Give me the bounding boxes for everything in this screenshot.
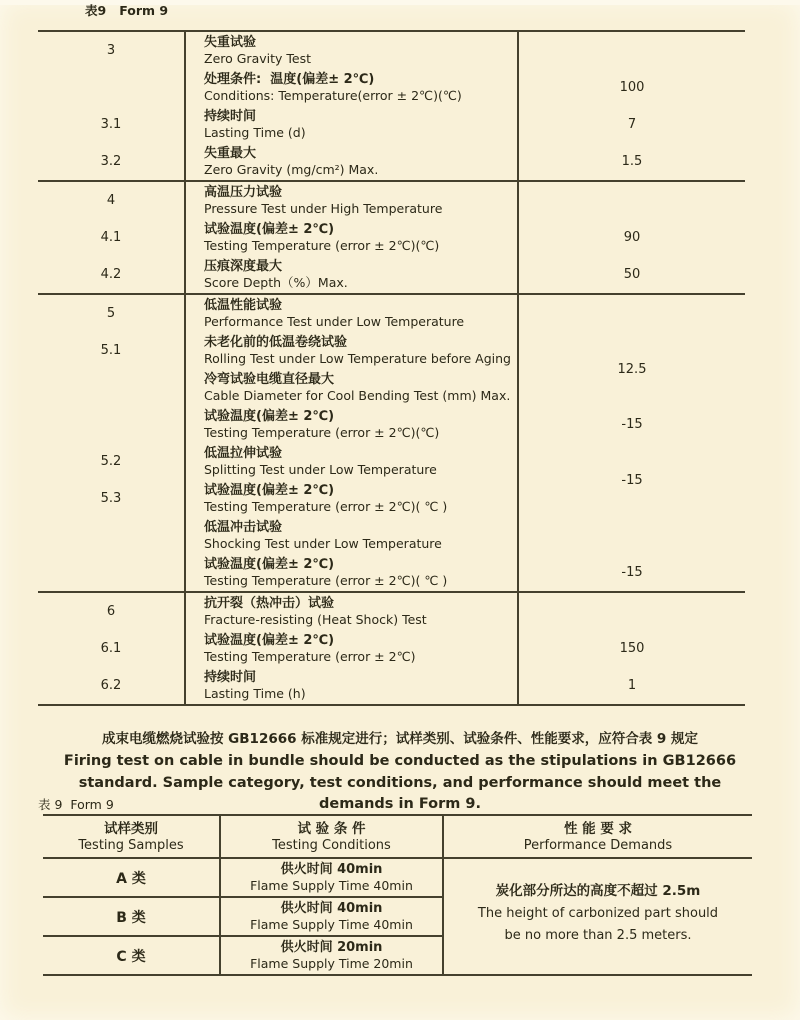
test-item-cell <box>185 630 518 667</box>
spec-row <box>38 592 745 630</box>
item-en-label: Score Depth（%）Max. <box>204 275 348 290</box>
note-paragraph <box>55 729 745 816</box>
spec-row <box>38 294 745 332</box>
aging-spec-table <box>38 30 745 706</box>
spec-section <box>38 294 745 592</box>
test-item-cell <box>185 517 518 554</box>
item-en-label: Testing Temperature (error ± 2℃)( ℃ ) <box>204 499 448 514</box>
item-zh-label: 持续时间 <box>204 670 257 685</box>
spec-row <box>38 554 745 592</box>
fire-header-row <box>43 815 752 858</box>
spec-row <box>38 143 745 181</box>
requirement-value-cell: 90 <box>623 230 641 245</box>
item-en-label: Lasting Time (d) <box>204 125 306 140</box>
item-zh-label: 试验温度(偏差± 2℃) <box>204 557 335 572</box>
item-en-label: Testing Temperature (error ± 2℃)(℃) <box>204 238 440 253</box>
header-zh-label: 试样类别 <box>104 820 158 837</box>
form9-caption-top: 表9 Form 9 <box>85 3 169 18</box>
fire-table-body <box>43 858 752 975</box>
spec-section <box>38 592 745 705</box>
header-zh-label: 试 验 条 件 <box>297 820 366 837</box>
requirement-value-cell: -15 <box>621 417 643 432</box>
requirement-value-cell <box>518 31 745 69</box>
sample-cell: B 类 <box>43 897 220 936</box>
item-zh-label: 失重最大 <box>204 146 257 161</box>
item-zh-label: 试验温度(偏差± 2℃) <box>204 409 335 424</box>
requirement-value-cell: 1 <box>627 678 637 693</box>
spec-section <box>38 181 745 294</box>
item-zh-label: 试验温度(偏差± 2℃) <box>204 483 335 498</box>
spec-section <box>38 31 745 181</box>
item-zh-label: 低温冲击试验 <box>204 520 283 535</box>
row-number-cell: 3.2 <box>100 154 122 169</box>
item-zh-label: 试验温度(偏差± 2℃) <box>204 633 335 648</box>
item-en-label: Zero Gravity Test <box>204 51 311 66</box>
item-zh-label: 失重试验 <box>204 35 257 50</box>
item-en-label: Splitting Test under Low Temperature <box>204 462 437 477</box>
header-cell-demands <box>443 815 752 858</box>
test-item-cell <box>185 106 518 143</box>
row-number-cell <box>38 369 185 406</box>
item-zh-label: 试验温度(偏差± 2℃) <box>204 222 335 237</box>
header-cell-conditions <box>220 815 443 858</box>
requirement-value-cell <box>518 181 745 219</box>
test-item-cell <box>185 31 518 69</box>
spec-row <box>38 106 745 143</box>
row-number-cell: 5.1 <box>100 343 122 358</box>
row-number-cell <box>38 406 185 443</box>
test-item-cell <box>185 443 518 480</box>
spec-row <box>38 256 745 294</box>
item-zh-label: 低温性能试验 <box>204 298 283 313</box>
item-en-label: Shocking Test under Low Temperature <box>204 536 442 551</box>
row-number-cell: 3.1 <box>100 117 122 132</box>
test-item-cell <box>185 69 518 106</box>
spec-row <box>38 219 745 256</box>
condition-cell <box>220 858 443 897</box>
item-en-label: Lasting Time (h) <box>204 686 306 701</box>
requirement-value-cell: -15 <box>621 472 643 488</box>
test-item-cell <box>185 181 518 219</box>
test-item-cell <box>185 480 518 517</box>
condition-cell <box>220 897 443 936</box>
note-en-text: Firing test on cable in bundle should be conducted as the stipulations in GB12666 standard. Sample category, test conditions, and performance should meet the demands in Form 9. <box>63 753 737 812</box>
note-zh-line: 成束电缆燃烧试验按 GB12666 标准规定进行；试样类别、试验条件、性能要求，应符合表 9 规定 <box>101 731 699 747</box>
condition-en-label: Flame Supply Time 40min <box>250 917 413 932</box>
requirement-value-cell: -15 <box>621 565 643 580</box>
row-number-cell: 4.2 <box>100 267 122 282</box>
firing-test-table <box>43 814 752 976</box>
spec-row <box>38 31 745 69</box>
item-en-label: Pressure Test under High Temperature <box>204 201 443 216</box>
header-en-label: Performance Demands <box>523 837 673 853</box>
test-item-cell <box>185 592 518 630</box>
item-en-label: Testing Temperature (error ± 2℃) <box>204 649 416 664</box>
condition-zh-label: 供火时间 40min <box>280 862 383 877</box>
item-en-label: Rolling Test under Low Temperature before Aging <box>204 351 511 366</box>
spec-row <box>38 181 745 219</box>
row-number-cell: 6.2 <box>100 678 122 693</box>
spec-row <box>38 443 745 480</box>
spec-row <box>38 332 745 369</box>
condition-en-label: Flame Supply Time 40min <box>250 878 413 893</box>
test-item-cell <box>185 294 518 332</box>
test-item-cell <box>185 219 518 256</box>
row-number-cell: 5 <box>106 306 116 321</box>
item-en-label: Testing Temperature (error ± 2℃)( ℃ ) <box>204 573 448 588</box>
demand-cell <box>443 858 752 975</box>
form9-caption-bottom: 表 9 Form 9 <box>38 797 114 812</box>
item-en-label: Testing Temperature (error ± 2℃)(℃) <box>204 425 440 440</box>
item-zh-label: 冷弯试验电缆直径最大 <box>204 372 335 387</box>
test-item-cell <box>185 554 518 592</box>
requirement-value-cell: 50 <box>623 267 641 282</box>
sample-row <box>43 858 752 897</box>
row-number-cell <box>38 69 185 106</box>
requirement-value-cell: 7 <box>627 117 637 132</box>
item-en-label: Performance Test under Low Temperature <box>204 314 465 329</box>
requirement-value-cell: 12.5 <box>617 361 647 377</box>
item-en-label: Cable Diameter for Cool Bending Test (mm) Max. <box>204 388 511 403</box>
header-en-label: Testing Conditions <box>272 837 391 853</box>
spec-row <box>38 517 745 554</box>
test-item-cell <box>185 143 518 181</box>
header-en-label: Testing Samples <box>78 837 184 853</box>
item-en-label: Conditions: Temperature(error ± 2℃)(℃) <box>204 88 462 103</box>
requirement-value-cell: 100 <box>619 80 645 95</box>
requirement-value-cell: 1.5 <box>621 154 643 169</box>
test-item-cell <box>185 332 518 369</box>
row-number-cell: 4 <box>106 193 116 208</box>
header-cell-samples <box>43 815 220 858</box>
item-zh-label: 处理条件: 温度(偏差± 2℃) <box>204 72 375 87</box>
item-zh-label: 压痕深度最大 <box>204 259 283 274</box>
header-zh-label: 性 能 要 求 <box>563 820 633 837</box>
row-number-cell: 5.2 <box>100 454 122 469</box>
row-number-cell: 6.1 <box>100 641 122 656</box>
requirement-value-cell <box>518 294 745 332</box>
item-zh-label: 持续时间 <box>204 109 257 124</box>
condition-zh-label: 供火时间 20min <box>280 940 383 955</box>
spec-row <box>38 406 745 443</box>
condition-en-label: Flame Supply Time 20min <box>250 956 413 971</box>
requirement-value-cell <box>518 592 745 630</box>
test-item-cell <box>185 406 518 443</box>
item-en-label: Zero Gravity (mg/cm²) Max. <box>204 162 379 177</box>
spec-row <box>38 630 745 667</box>
spec-row <box>38 667 745 705</box>
sample-cell: A 类 <box>43 858 220 897</box>
item-zh-label: 高温压力试验 <box>204 185 283 200</box>
row-number-cell: 5.3 <box>100 491 122 506</box>
row-number-cell <box>38 517 185 554</box>
item-en-label: Fracture-resisting (Heat Shock) Test <box>204 612 427 627</box>
item-zh-label: 低温拉伸试验 <box>204 446 283 461</box>
item-zh-label: 未老化前的低温卷绕试验 <box>204 335 348 350</box>
condition-zh-label: 供火时间 40min <box>280 901 383 916</box>
demand-zh-label: 炭化部分所达的高度不超过 2.5m <box>495 882 701 899</box>
test-item-cell <box>185 256 518 294</box>
sample-cell: C 类 <box>43 936 220 975</box>
requirement-value-cell: 150 <box>619 641 645 656</box>
demand-en-label: The height of carbonized part should be no more than 2.5 meters. <box>477 905 719 943</box>
spec-row <box>38 69 745 106</box>
row-number-cell: 4.1 <box>100 230 122 245</box>
item-zh-label: 抗开裂（热冲击）试验 <box>204 596 335 611</box>
condition-cell <box>220 936 443 975</box>
test-item-cell <box>185 667 518 705</box>
requirement-value-cell <box>518 517 745 554</box>
row-number-cell: 6 <box>106 604 116 619</box>
test-item-cell <box>185 369 518 406</box>
fire-table-header <box>43 815 752 858</box>
row-number-cell <box>38 554 185 592</box>
row-number-cell: 3 <box>106 43 116 58</box>
